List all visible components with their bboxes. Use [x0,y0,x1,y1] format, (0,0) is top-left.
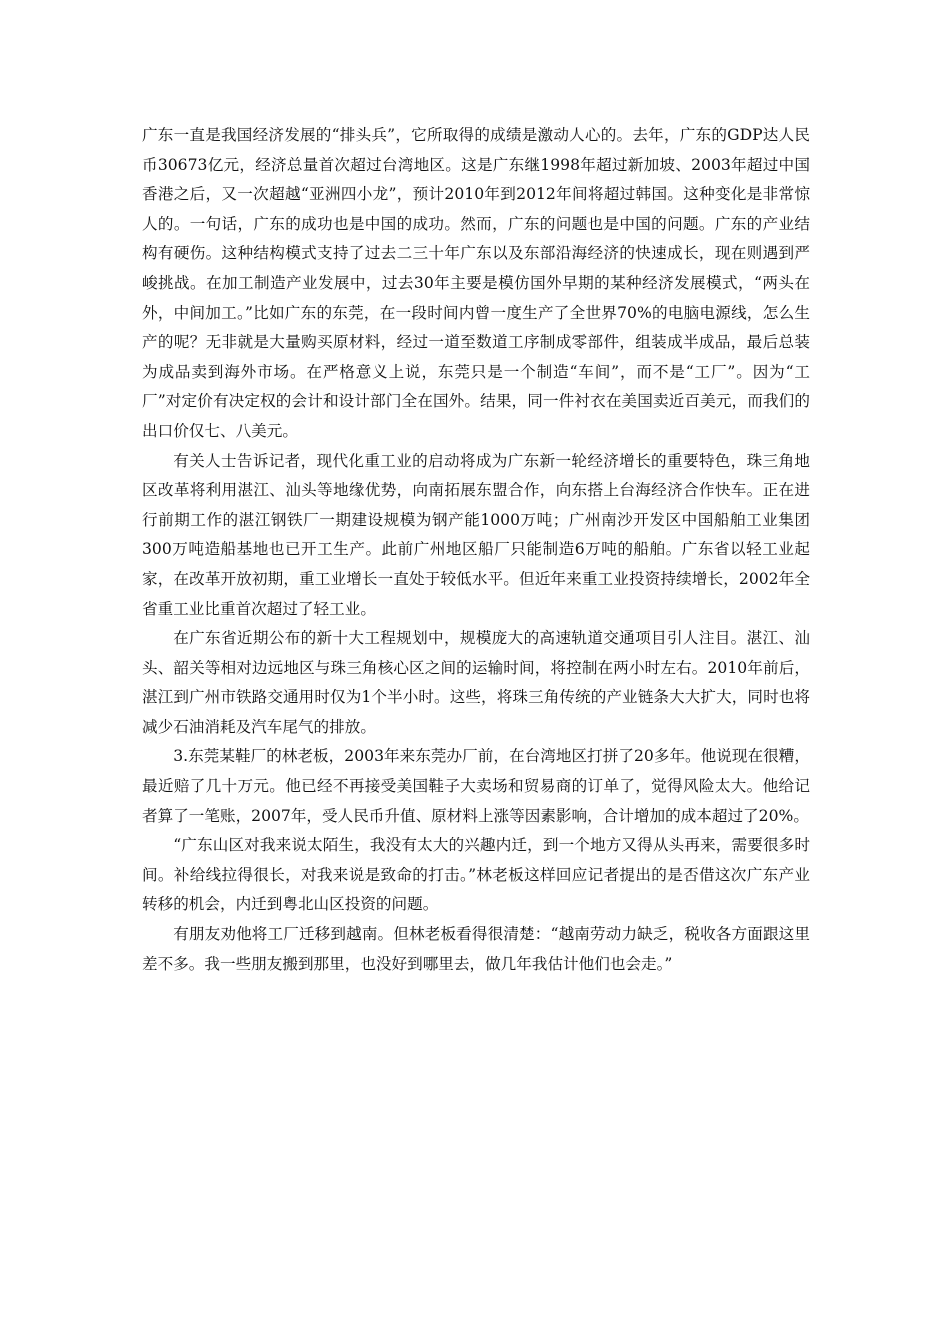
paragraph-rail-transport: 在广东省近期公布的新十大工程规划中，规模庞大的高速轨道交通项目引人注目。湛江、汕头、韶关等相对边远地区与珠三角核心区之间的运输时间，将控制在两小时左右。2010年前后，湛江到广州市铁路交通用时仅为1个半小时。这些，将珠三角传统的产业链条大大扩大，同时也将减少石油消耗及汽车尾气的排放。 [142,629,810,736]
document-body [142,121,810,979]
paragraph-guangdong-economy: 广东一直是我国经济发展的“排头兵”，它所取得的成绩是激动人心的。去年，广东的GDP达人民币30673亿元，经济总量首次超过台湾地区。这是广东继1998年超过新加坡、2003年超过中国香港之后，又一次超越“亚洲四小龙”，预计2010年到2012年间将超过韩国。这种变化是非常惊人的。一句话，广东的成功也是中国的成功。然而，广东的问题也是中国的问题。广东的产业结构有硬伤。这种结构模式支持了过去二三十年广东以及东部沿海经济的快速成长，现在则遇到严峻挑战。在加工制造产业发展中，过去30年主要是模仿国外早期的某种经济发展模式，“两头在外，中间加工。”比如广东的东莞，在一段时间内曾一度生产了全世界70%的电脑电源线，怎么生产的呢？无非就是大量购买原材料，经过一道至数道工序制成零部件，组装成半成品，最后总装为成品卖到海外市场。在严格意义上说，东莞只是一个制造“车间”，而不是“工厂”。因为“工厂”对定价有决定权的会计和设计部门全在国外。结果，同一件衬衣在美国卖近百美元，而我们的出口价仅七、八美元。 [142,126,810,440]
paragraph-vietnam: 有朋友劝他将工厂迁移到越南。但林老板看得很清楚：“越南劳动力缺乏，税收各方面跟这里差不多。我一些朋友搬到那里，也没好到哪里去，做几年我估计他们也会走。” [142,925,810,973]
paragraph-shoe-factory: 3.东莞某鞋厂的林老板，2003年来东莞办厂前，在台湾地区打拼了20多年。他说现在很糟，最近赔了几十万元。他已经不再接受美国鞋子大卖场和贸易商的订单了，觉得风险太大。他给记者算了一笔账，2007年，受人民币升值、原材料上涨等因素影响，合计增加的成本超过了20%。 [142,747,810,825]
paragraph-heavy-industry: 有关人士告诉记者，现代化重工业的启动将成为广东新一轮经济增长的重要特色，珠三角地区改革将利用湛江、汕头等地缘优势，向南拓展东盟合作，向东搭上台海经济合作快车。正在进行前期工作的湛江钢铁厂一期建设规模为钢产能1000万吨；广州南沙开发区中国船舶工业集团300万吨造船基地也已开工生产。此前广州地区船厂只能制造6万吨的船舶。广东省以轻工业起家，在改革开放初期，重工业增长一直处于较低水平。但近年来重工业投资持续增长，2002年全省重工业比重首次超过了轻工业。 [142,451,810,618]
paragraph-quote-mountain-area: “广东山区对我来说太陌生，我没有太大的兴趣内迁，到一个地方又得从头再来，需要很多时间。补给线拉得很长，对我来说是致命的打击。”林老板这样回应记者提出的是否借这次广东产业转移的机会，内迁到粤北山区投资的问题。 [142,836,810,914]
